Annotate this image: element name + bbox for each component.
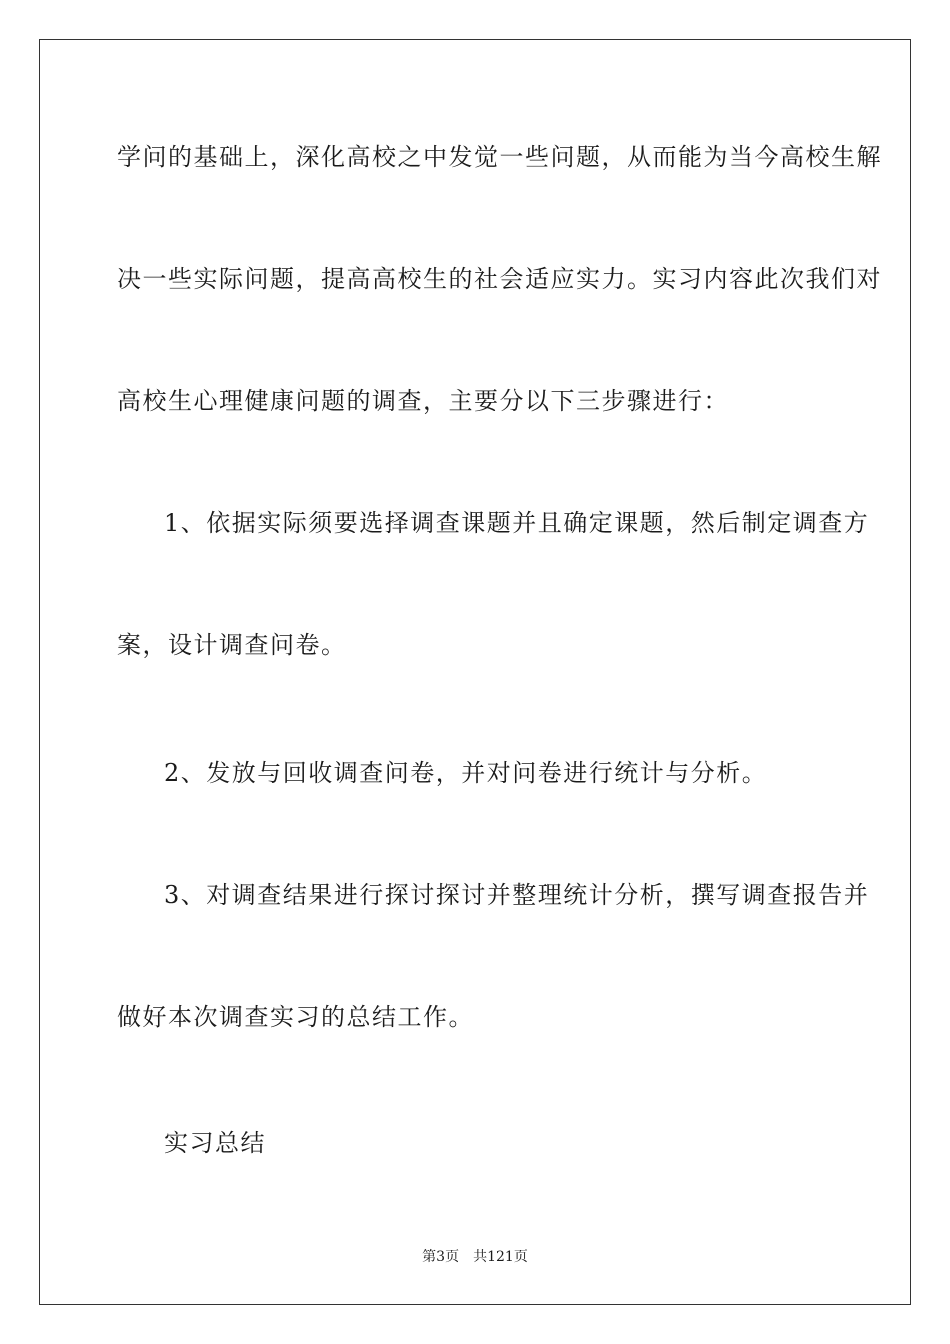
text-line: 高校生心理健康问题的调查，主要分以下三步骤进行： <box>117 387 729 415</box>
list-item-3: 3、对调查结果进行探讨探讨并整理统计分析，撰写调查报告并 <box>164 881 870 909</box>
text-line: 决一些实际问题，提高高校生的社会适应实力。实习内容此次我们对 <box>117 265 882 293</box>
list-item-2: 2、发放与回收调查问卷，并对问卷进行统计与分析。 <box>164 759 768 787</box>
total-pages: 共121页 <box>473 1249 528 1265</box>
section-heading: 实习总结 <box>164 1129 266 1157</box>
page-footer <box>0 1248 950 1266</box>
list-item-1: 1、依据实际须要选择调查课题并且确定课题，然后制定调查方 <box>164 509 870 537</box>
text-line: 做好本次调查实习的总结工作。 <box>117 1003 474 1031</box>
page-number: 第3页 <box>422 1249 460 1265</box>
text-line: 案，设计调查问卷。 <box>117 631 347 659</box>
page-border <box>39 39 911 1305</box>
text-line: 学问的基础上，深化高校之中发觉一些问题，从而能为当今高校生解 <box>117 143 882 171</box>
